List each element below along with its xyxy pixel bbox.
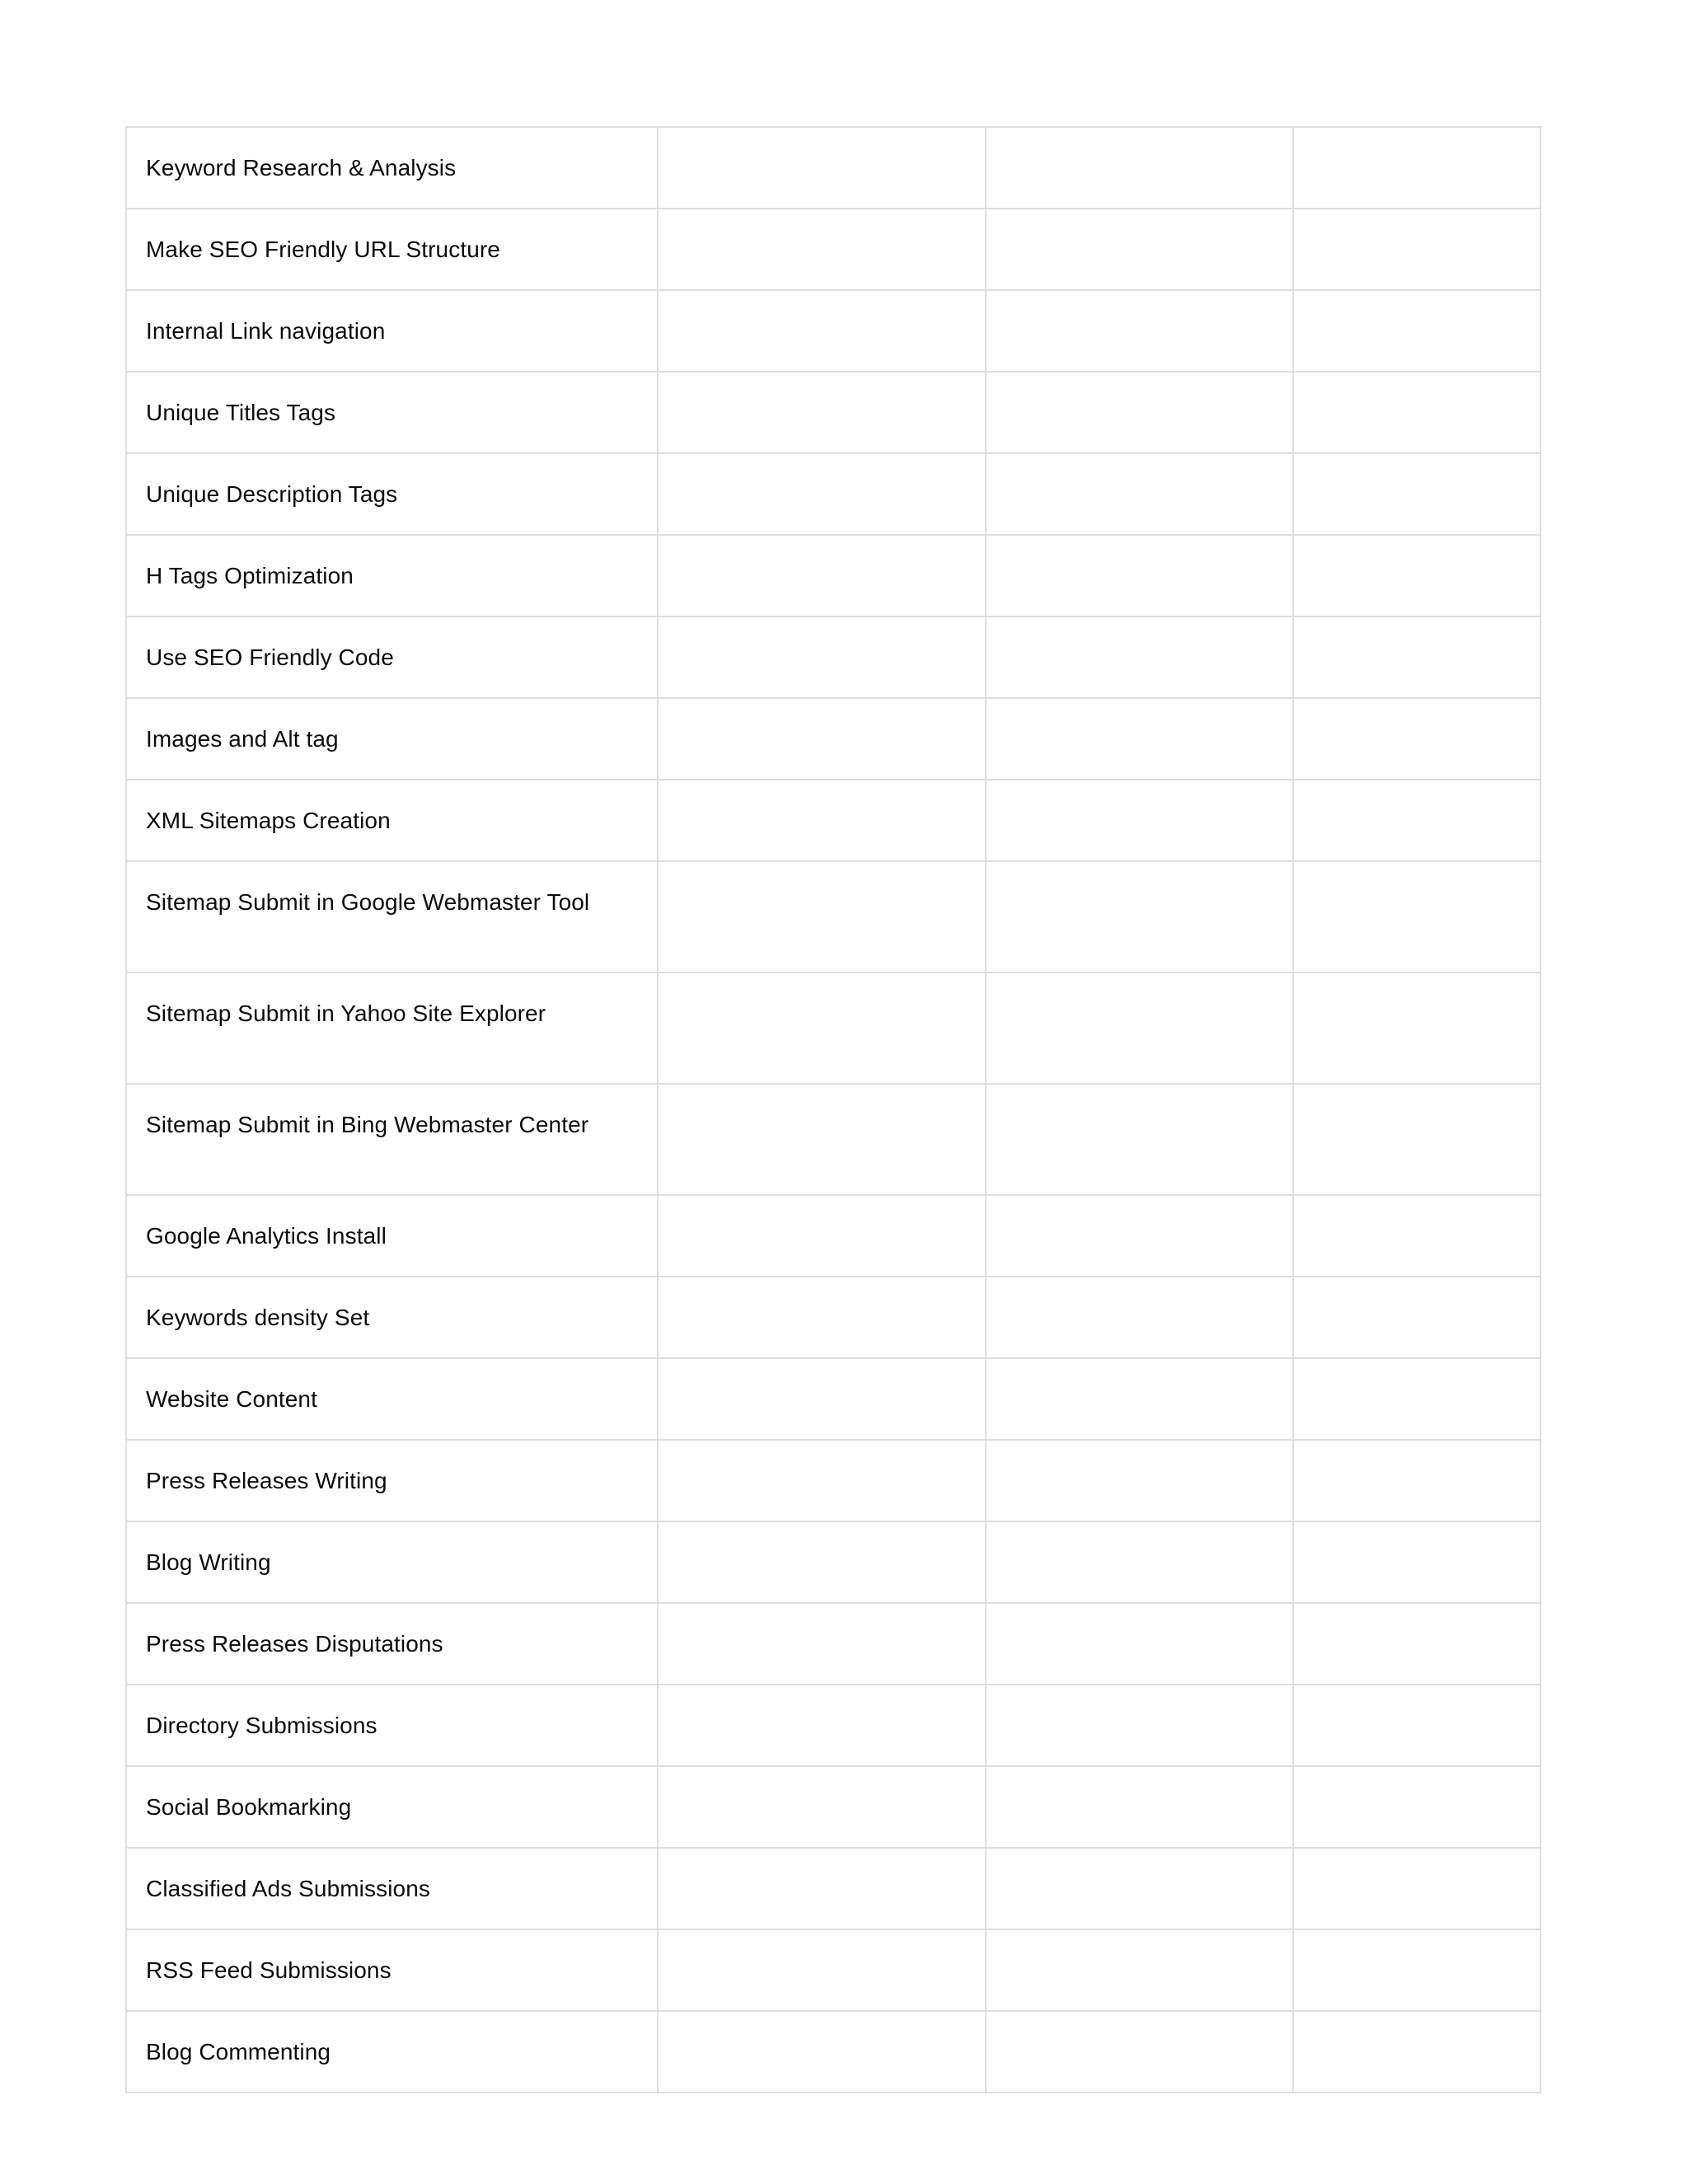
- table-cell-4: [1293, 1084, 1540, 1195]
- table-cell-task: [126, 1685, 658, 1766]
- table-cell-4: [1293, 453, 1540, 535]
- cell-value: [1294, 1767, 1540, 1840]
- table-cell-task: [126, 453, 658, 535]
- task-label: Press Releases Disputations: [146, 1631, 443, 1657]
- table-cell-3: [986, 1685, 1293, 1766]
- cell-value: [659, 128, 985, 200]
- table-cell-4: [1293, 1766, 1540, 1848]
- table-row: [126, 972, 1540, 1084]
- table-cell-2: [658, 290, 986, 372]
- task-label: Blog Writing: [146, 1549, 271, 1575]
- task-label: Sitemap Submit in Bing Webmaster Center: [146, 1112, 589, 1137]
- cell-value: [987, 617, 1292, 690]
- table-cell-3: [986, 453, 1293, 535]
- table-cell-3: [986, 616, 1293, 698]
- table-cell-2: [658, 616, 986, 698]
- cell-value: [1294, 373, 1540, 445]
- task-label: Keyword Research & Analysis: [146, 155, 457, 180]
- table-cell-task: [126, 698, 658, 780]
- cell-value: [1294, 1849, 1540, 1921]
- cell-value: [987, 536, 1292, 608]
- table-cell-task: [126, 1195, 658, 1277]
- table-row: [126, 1358, 1540, 1440]
- table-cell-task: [126, 780, 658, 861]
- task-label: Images and Alt tag: [146, 726, 339, 752]
- cell-value: [659, 1085, 985, 1194]
- table-cell-2: [658, 209, 986, 290]
- cell-value: [1294, 1522, 1540, 1595]
- table-cell-2: [658, 1766, 986, 1848]
- table-cell-3: [986, 372, 1293, 453]
- table-cell-3: [986, 127, 1293, 209]
- table-cell-3: [986, 972, 1293, 1084]
- cell-value: [659, 617, 985, 690]
- table-cell-task: [126, 1358, 658, 1440]
- task-label: Internal Link navigation: [146, 318, 386, 344]
- cell-value: [659, 862, 985, 972]
- cell-value: [659, 1930, 985, 2003]
- table-row: [126, 290, 1540, 372]
- table-row: [126, 209, 1540, 290]
- cell-value: [1294, 1685, 1540, 1758]
- table-row: [126, 1440, 1540, 1521]
- table-cell-4: [1293, 1685, 1540, 1766]
- cell-value: [659, 973, 985, 1083]
- table-cell-3: [986, 698, 1293, 780]
- cell-value: [987, 699, 1292, 771]
- table-cell-3: [986, 1440, 1293, 1521]
- cell-value: [1294, 699, 1540, 771]
- table-row: [126, 1084, 1540, 1195]
- table-row: [126, 1848, 1540, 1929]
- cell-value: [1294, 536, 1540, 608]
- cell-value: [987, 973, 1292, 1083]
- table-cell-3: [986, 1766, 1293, 1848]
- cell-value: [659, 1849, 985, 1921]
- table-cell-3: [986, 535, 1293, 616]
- task-label: Blog Commenting: [146, 2039, 331, 2064]
- task-label: RSS Feed Submissions: [146, 1957, 392, 1983]
- table-cell-task: [126, 1521, 658, 1603]
- table-body: [126, 127, 1540, 2093]
- table-row: [126, 1195, 1540, 1277]
- table-row: [126, 1929, 1540, 2011]
- table-cell-2: [658, 1358, 986, 1440]
- table-cell-4: [1293, 1848, 1540, 1929]
- table-cell-4: [1293, 1358, 1540, 1440]
- task-label: Unique Description Tags: [146, 481, 398, 507]
- table-cell-3: [986, 1195, 1293, 1277]
- table-row: [126, 453, 1540, 535]
- table-cell-4: [1293, 127, 1540, 209]
- table-cell-2: [658, 1195, 986, 1277]
- table-cell-4: [1293, 698, 1540, 780]
- table-cell-4: [1293, 972, 1540, 1084]
- cell-value: [659, 1522, 985, 1595]
- cell-value: [659, 1767, 985, 1840]
- table-cell-4: [1293, 209, 1540, 290]
- cell-value: [987, 1277, 1292, 1350]
- task-label: XML Sitemaps Creation: [146, 808, 391, 833]
- cell-value: [1294, 1359, 1540, 1432]
- cell-value: [1294, 2012, 1540, 2084]
- table-cell-task: [126, 972, 658, 1084]
- table-cell-task: [126, 2011, 658, 2093]
- table-cell-3: [986, 1084, 1293, 1195]
- task-label: Classified Ads Submissions: [146, 1876, 430, 1901]
- cell-value: [1294, 128, 1540, 200]
- task-label: Sitemap Submit in Yahoo Site Explorer: [146, 1001, 546, 1026]
- cell-value: [987, 1359, 1292, 1432]
- table-cell-4: [1293, 1521, 1540, 1603]
- table-cell-task: [126, 1277, 658, 1358]
- table-row: [126, 535, 1540, 616]
- table-cell-3: [986, 861, 1293, 972]
- cell-value: [659, 1441, 985, 1513]
- cell-value: [1294, 1441, 1540, 1513]
- table-cell-4: [1293, 1277, 1540, 1358]
- table-cell-4: [1293, 290, 1540, 372]
- table-cell-task: [126, 616, 658, 698]
- table-row: [126, 127, 1540, 209]
- cell-value: [659, 1196, 985, 1268]
- table-cell-task: [126, 1084, 658, 1195]
- table-cell-task: [126, 209, 658, 290]
- cell-value: [987, 1849, 1292, 1921]
- task-label: Use SEO Friendly Code: [146, 644, 394, 670]
- cell-value: [987, 1522, 1292, 1595]
- table-cell-2: [658, 972, 986, 1084]
- table-cell-4: [1293, 2011, 1540, 2093]
- task-label: Make SEO Friendly URL Structure: [146, 237, 500, 262]
- cell-value: [987, 1930, 1292, 2003]
- cell-value: [987, 1085, 1292, 1194]
- task-label: Directory Submissions: [146, 1713, 377, 1738]
- cell-value: [1294, 780, 1540, 853]
- table-cell-task: [126, 1603, 658, 1685]
- table-cell-3: [986, 1848, 1293, 1929]
- table-row: [126, 1603, 1540, 1685]
- cell-value: [659, 699, 985, 771]
- table-cell-3: [986, 1277, 1293, 1358]
- table-row: [126, 861, 1540, 972]
- table-cell-2: [658, 453, 986, 535]
- table-cell-4: [1293, 535, 1540, 616]
- table-cell-2: [658, 1848, 986, 1929]
- table-cell-4: [1293, 1603, 1540, 1685]
- cell-value: [1294, 209, 1540, 282]
- table-row: [126, 2011, 1540, 2093]
- cell-value: [987, 1767, 1292, 1840]
- table-cell-2: [658, 1440, 986, 1521]
- table-cell-4: [1293, 1195, 1540, 1277]
- cell-value: [987, 291, 1292, 363]
- task-label: Social Bookmarking: [146, 1794, 352, 1820]
- cell-value: [659, 1277, 985, 1350]
- table-cell-3: [986, 1603, 1293, 1685]
- cell-value: [987, 128, 1292, 200]
- table-cell-task: [126, 861, 658, 972]
- cell-value: [659, 1604, 985, 1676]
- cell-value: [659, 536, 985, 608]
- task-label: Press Releases Writing: [146, 1468, 387, 1493]
- table-row: [126, 616, 1540, 698]
- table-cell-2: [658, 1603, 986, 1685]
- cell-value: [987, 209, 1292, 282]
- table-cell-2: [658, 1521, 986, 1603]
- table-row: [126, 1277, 1540, 1358]
- table-cell-task: [126, 1848, 658, 1929]
- table-row: [126, 780, 1540, 861]
- task-label: Keywords density Set: [146, 1305, 370, 1330]
- table-cell-2: [658, 861, 986, 972]
- table-row: [126, 1685, 1540, 1766]
- seo-task-table: [125, 126, 1541, 2093]
- table-cell-3: [986, 2011, 1293, 2093]
- table-cell-4: [1293, 1440, 1540, 1521]
- table-cell-task: [126, 290, 658, 372]
- table-cell-3: [986, 1521, 1293, 1603]
- cell-value: [987, 862, 1292, 972]
- table-cell-2: [658, 127, 986, 209]
- table-cell-2: [658, 698, 986, 780]
- task-label: Sitemap Submit in Google Webmaster Tool: [146, 889, 590, 915]
- table-row: [126, 372, 1540, 453]
- cell-value: [987, 1441, 1292, 1513]
- table-cell-3: [986, 1929, 1293, 2011]
- table-cell-2: [658, 372, 986, 453]
- task-label: H Tags Optimization: [146, 563, 354, 588]
- cell-value: [1294, 617, 1540, 690]
- table-cell-task: [126, 127, 658, 209]
- table-cell-2: [658, 1929, 986, 2011]
- cell-value: [659, 209, 985, 282]
- table-cell-task: [126, 1766, 658, 1848]
- task-label: Website Content: [146, 1386, 317, 1412]
- table-row: [126, 698, 1540, 780]
- cell-value: [659, 1685, 985, 1758]
- cell-value: [987, 2012, 1292, 2084]
- cell-value: [1294, 1085, 1540, 1194]
- cell-value: [1294, 291, 1540, 363]
- cell-value: [659, 373, 985, 445]
- cell-value: [987, 1604, 1292, 1676]
- table-cell-3: [986, 1358, 1293, 1440]
- cell-value: [1294, 862, 1540, 972]
- table-cell-3: [986, 290, 1293, 372]
- cell-value: [1294, 1196, 1540, 1268]
- table-cell-4: [1293, 780, 1540, 861]
- table-cell-3: [986, 209, 1293, 290]
- cell-value: [987, 373, 1292, 445]
- table-row: [126, 1521, 1540, 1603]
- table-cell-2: [658, 1685, 986, 1766]
- task-label: Google Analytics Install: [146, 1223, 387, 1249]
- cell-value: [1294, 1604, 1540, 1676]
- cell-value: [659, 454, 985, 527]
- cell-value: [1294, 454, 1540, 527]
- cell-value: [987, 1196, 1292, 1268]
- cell-value: [987, 780, 1292, 853]
- table-row: [126, 1766, 1540, 1848]
- cell-value: [1294, 973, 1540, 1083]
- table-cell-task: [126, 1929, 658, 2011]
- table-cell-4: [1293, 616, 1540, 698]
- table-cell-3: [986, 780, 1293, 861]
- table-cell-4: [1293, 861, 1540, 972]
- table-cell-task: [126, 1440, 658, 1521]
- table-cell-task: [126, 372, 658, 453]
- table-cell-2: [658, 1084, 986, 1195]
- table-cell-task: [126, 535, 658, 616]
- cell-value: [1294, 1277, 1540, 1350]
- task-label: Unique Titles Tags: [146, 400, 336, 425]
- cell-value: [659, 1359, 985, 1432]
- table-cell-2: [658, 535, 986, 616]
- cell-value: [987, 454, 1292, 527]
- table-cell-2: [658, 2011, 986, 2093]
- cell-value: [659, 2012, 985, 2084]
- cell-value: [1294, 1930, 1540, 2003]
- table-cell-2: [658, 780, 986, 861]
- table-cell-4: [1293, 1929, 1540, 2011]
- table-cell-4: [1293, 372, 1540, 453]
- cell-value: [659, 291, 985, 363]
- table-cell-2: [658, 1277, 986, 1358]
- cell-value: [987, 1685, 1292, 1758]
- cell-value: [659, 780, 985, 853]
